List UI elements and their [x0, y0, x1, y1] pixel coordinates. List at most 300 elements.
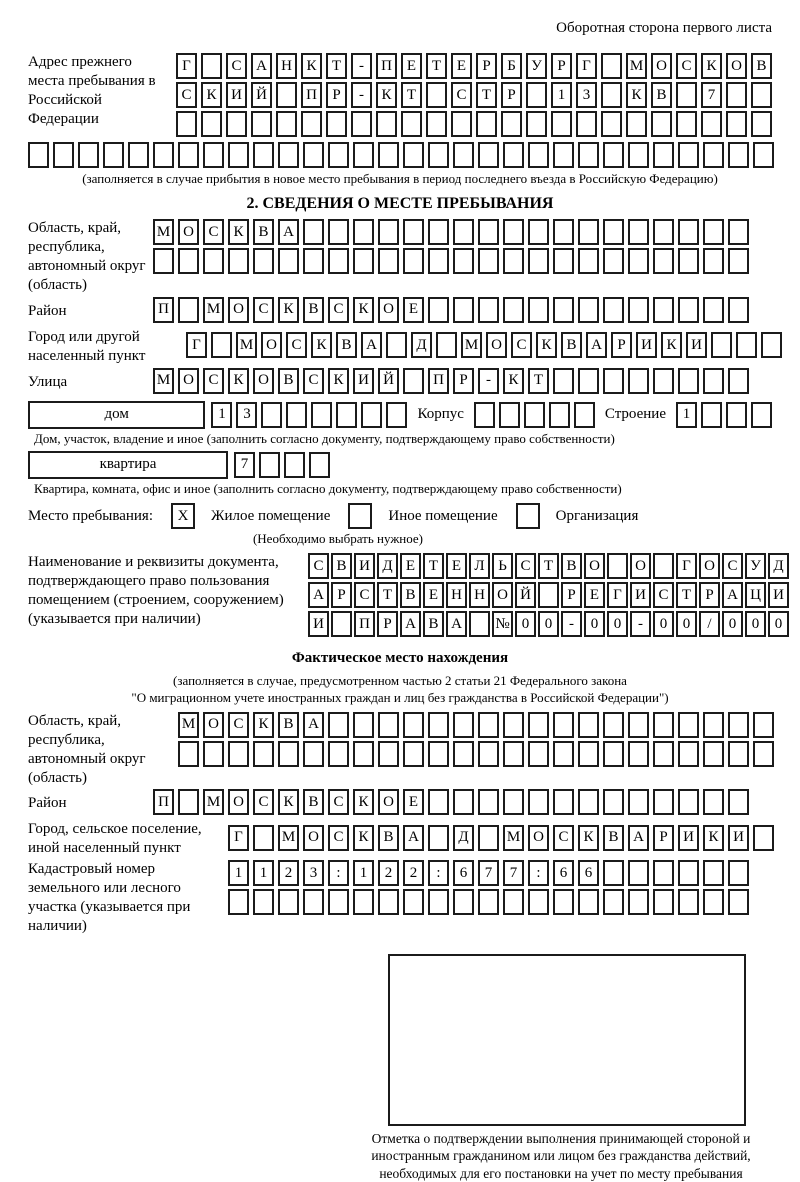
char-cell[interactable]: О	[630, 553, 651, 579]
char-cell[interactable]: М	[178, 712, 199, 738]
char-cell[interactable]	[503, 789, 524, 815]
char-cell[interactable]	[311, 402, 332, 428]
char-cell[interactable]	[653, 142, 674, 168]
char-cell[interactable]: Л	[469, 553, 490, 579]
char-cell[interactable]	[331, 611, 352, 637]
char-cell[interactable]	[576, 111, 597, 137]
char-cell[interactable]: Т	[528, 368, 549, 394]
char-cell[interactable]: К	[301, 53, 322, 79]
char-cell[interactable]: В	[423, 611, 444, 637]
char-cell[interactable]: -	[630, 611, 651, 637]
char-cell[interactable]	[386, 332, 407, 358]
char-cell[interactable]: -	[478, 368, 499, 394]
char-cell[interactable]	[524, 402, 545, 428]
char-cell[interactable]	[453, 889, 474, 915]
char-cell[interactable]: К	[578, 825, 599, 851]
char-cell[interactable]	[428, 825, 449, 851]
char-cell[interactable]: К	[228, 368, 249, 394]
char-cell[interactable]	[701, 111, 722, 137]
char-cell[interactable]: С	[226, 53, 247, 79]
char-cell[interactable]	[278, 889, 299, 915]
char-cell[interactable]	[728, 219, 749, 245]
char-cell[interactable]: :	[528, 860, 549, 886]
char-cell[interactable]	[403, 741, 424, 767]
char-cell[interactable]	[678, 142, 699, 168]
char-cell[interactable]	[301, 111, 322, 137]
char-cell[interactable]	[578, 142, 599, 168]
char-cell[interactable]	[678, 741, 699, 767]
char-cell[interactable]	[453, 741, 474, 767]
char-cell[interactable]: 7	[701, 82, 722, 108]
char-cell[interactable]: В	[303, 789, 324, 815]
char-cell[interactable]	[178, 248, 199, 274]
char-cell[interactable]	[728, 712, 749, 738]
char-cell[interactable]	[211, 332, 232, 358]
char-cell[interactable]: Р	[476, 53, 497, 79]
char-cell[interactable]: Г	[186, 332, 207, 358]
char-cell[interactable]: О	[261, 332, 282, 358]
char-cell[interactable]	[228, 248, 249, 274]
char-cell[interactable]	[628, 712, 649, 738]
char-cell[interactable]	[303, 741, 324, 767]
char-cell[interactable]: №	[492, 611, 513, 637]
char-cell[interactable]	[603, 712, 624, 738]
char-cell[interactable]	[128, 142, 149, 168]
char-cell[interactable]	[253, 741, 274, 767]
char-cell[interactable]	[503, 741, 524, 767]
char-cell[interactable]	[353, 142, 374, 168]
char-cell[interactable]: Е	[584, 582, 605, 608]
char-cell[interactable]: Т	[401, 82, 422, 108]
char-cell[interactable]	[428, 712, 449, 738]
char-cell[interactable]	[226, 111, 247, 137]
char-cell[interactable]: 6	[453, 860, 474, 886]
char-cell[interactable]: Р	[377, 611, 398, 637]
char-cell[interactable]	[516, 503, 540, 529]
char-cell[interactable]: О	[492, 582, 513, 608]
char-cell[interactable]: 1	[253, 860, 274, 886]
char-cell[interactable]	[478, 248, 499, 274]
char-cell[interactable]: О	[584, 553, 605, 579]
char-cell[interactable]	[328, 889, 349, 915]
char-cell[interactable]: П	[153, 789, 174, 815]
char-cell[interactable]: В	[561, 332, 582, 358]
char-cell[interactable]: 0	[745, 611, 766, 637]
char-cell[interactable]: Р	[699, 582, 720, 608]
char-cell[interactable]	[603, 889, 624, 915]
char-cell[interactable]	[201, 111, 222, 137]
char-cell[interactable]: Г	[228, 825, 249, 851]
char-cell[interactable]: Д	[768, 553, 789, 579]
char-cell[interactable]: 0	[676, 611, 697, 637]
char-cell[interactable]	[478, 219, 499, 245]
char-cell[interactable]	[553, 219, 574, 245]
char-cell[interactable]	[428, 142, 449, 168]
char-cell[interactable]: Ь	[492, 553, 513, 579]
char-cell[interactable]: 3	[576, 82, 597, 108]
char-cell[interactable]	[676, 111, 697, 137]
char-cell[interactable]	[628, 741, 649, 767]
char-cell[interactable]	[628, 860, 649, 886]
char-cell[interactable]: С	[228, 712, 249, 738]
char-cell[interactable]	[501, 111, 522, 137]
char-cell[interactable]: К	[703, 825, 724, 851]
char-cell[interactable]: М	[461, 332, 482, 358]
char-cell[interactable]	[678, 860, 699, 886]
char-cell[interactable]: С	[176, 82, 197, 108]
char-cell[interactable]: 7	[234, 452, 255, 478]
char-cell[interactable]	[653, 219, 674, 245]
char-cell[interactable]: О	[203, 712, 224, 738]
char-cell[interactable]	[726, 82, 747, 108]
char-cell[interactable]	[601, 82, 622, 108]
char-cell[interactable]: С	[203, 368, 224, 394]
char-cell[interactable]: А	[586, 332, 607, 358]
char-cell[interactable]: С	[676, 53, 697, 79]
char-cell[interactable]: Г	[576, 53, 597, 79]
char-cell[interactable]: О	[303, 825, 324, 851]
char-cell[interactable]	[703, 860, 724, 886]
char-cell[interactable]	[753, 712, 774, 738]
char-cell[interactable]: О	[486, 332, 507, 358]
char-cell[interactable]: С	[203, 219, 224, 245]
char-cell[interactable]: 3	[303, 860, 324, 886]
char-cell[interactable]: К	[353, 789, 374, 815]
char-cell[interactable]	[478, 142, 499, 168]
char-cell[interactable]	[428, 889, 449, 915]
char-cell[interactable]	[303, 248, 324, 274]
char-cell[interactable]	[309, 452, 330, 478]
char-cell[interactable]	[203, 142, 224, 168]
char-cell[interactable]	[601, 111, 622, 137]
char-cell[interactable]	[628, 889, 649, 915]
char-cell[interactable]	[178, 789, 199, 815]
char-cell[interactable]	[428, 741, 449, 767]
char-cell[interactable]: Р	[331, 582, 352, 608]
char-cell[interactable]	[378, 142, 399, 168]
char-cell[interactable]	[626, 111, 647, 137]
char-cell[interactable]	[403, 142, 424, 168]
char-cell[interactable]: О	[726, 53, 747, 79]
char-cell[interactable]: Г	[676, 553, 697, 579]
char-cell[interactable]	[428, 219, 449, 245]
char-cell[interactable]: Й	[251, 82, 272, 108]
char-cell[interactable]	[603, 297, 624, 323]
char-cell[interactable]: 0	[607, 611, 628, 637]
char-cell[interactable]: К	[278, 297, 299, 323]
char-cell[interactable]	[153, 142, 174, 168]
char-cell[interactable]	[607, 553, 628, 579]
char-cell[interactable]	[176, 111, 197, 137]
char-cell[interactable]	[528, 712, 549, 738]
char-cell[interactable]: И	[686, 332, 707, 358]
char-cell[interactable]: :	[328, 860, 349, 886]
char-cell[interactable]	[478, 789, 499, 815]
char-cell[interactable]: П	[354, 611, 375, 637]
char-cell[interactable]: К	[311, 332, 332, 358]
char-cell[interactable]	[526, 111, 547, 137]
char-cell[interactable]	[426, 111, 447, 137]
char-cell[interactable]: И	[768, 582, 789, 608]
char-cell[interactable]: :	[428, 860, 449, 886]
char-cell[interactable]	[178, 741, 199, 767]
char-cell[interactable]: 2	[378, 860, 399, 886]
char-cell[interactable]	[351, 111, 372, 137]
char-cell[interactable]	[628, 142, 649, 168]
char-cell[interactable]: Б	[501, 53, 522, 79]
char-cell[interactable]: Е	[423, 582, 444, 608]
char-cell[interactable]: К	[626, 82, 647, 108]
char-cell[interactable]	[503, 248, 524, 274]
char-cell[interactable]	[303, 219, 324, 245]
char-cell[interactable]	[678, 712, 699, 738]
char-cell[interactable]	[703, 889, 724, 915]
char-cell[interactable]	[728, 368, 749, 394]
char-cell[interactable]	[528, 248, 549, 274]
char-cell[interactable]	[453, 219, 474, 245]
char-cell[interactable]: П	[301, 82, 322, 108]
char-cell[interactable]: П	[376, 53, 397, 79]
char-cell[interactable]: Е	[451, 53, 472, 79]
char-cell[interactable]: К	[278, 789, 299, 815]
char-cell[interactable]	[578, 248, 599, 274]
char-cell[interactable]: К	[328, 368, 349, 394]
char-cell[interactable]	[284, 452, 305, 478]
char-cell[interactable]: Р	[653, 825, 674, 851]
char-cell[interactable]: Н	[446, 582, 467, 608]
char-cell[interactable]	[28, 142, 49, 168]
char-cell[interactable]: О	[228, 297, 249, 323]
char-cell[interactable]	[348, 503, 372, 529]
char-cell[interactable]: П	[153, 297, 174, 323]
char-cell[interactable]: С	[328, 825, 349, 851]
char-cell[interactable]	[578, 368, 599, 394]
char-cell[interactable]	[653, 712, 674, 738]
char-cell[interactable]: К	[376, 82, 397, 108]
char-cell[interactable]	[603, 741, 624, 767]
char-cell[interactable]: У	[745, 553, 766, 579]
char-cell[interactable]	[253, 142, 274, 168]
char-cell[interactable]: К	[701, 53, 722, 79]
char-cell[interactable]	[203, 248, 224, 274]
char-cell[interactable]: И	[636, 332, 657, 358]
char-cell[interactable]	[678, 248, 699, 274]
char-cell[interactable]	[503, 219, 524, 245]
char-cell[interactable]: М	[203, 297, 224, 323]
char-cell[interactable]: Д	[411, 332, 432, 358]
char-cell[interactable]	[678, 219, 699, 245]
char-cell[interactable]	[478, 889, 499, 915]
char-cell[interactable]: Т	[676, 582, 697, 608]
char-cell[interactable]	[326, 111, 347, 137]
char-cell[interactable]: А	[628, 825, 649, 851]
char-cell[interactable]	[703, 712, 724, 738]
char-cell[interactable]: В	[278, 368, 299, 394]
char-cell[interactable]: С	[515, 553, 536, 579]
char-cell[interactable]	[678, 368, 699, 394]
char-cell[interactable]	[286, 402, 307, 428]
char-cell[interactable]	[378, 889, 399, 915]
char-cell[interactable]	[203, 741, 224, 767]
char-cell[interactable]: Т	[476, 82, 497, 108]
char-cell[interactable]: А	[303, 712, 324, 738]
char-cell[interactable]	[378, 219, 399, 245]
char-cell[interactable]	[553, 889, 574, 915]
char-cell[interactable]	[53, 142, 74, 168]
char-cell[interactable]: О	[528, 825, 549, 851]
char-cell[interactable]: К	[201, 82, 222, 108]
char-cell[interactable]	[603, 219, 624, 245]
char-cell[interactable]	[253, 248, 274, 274]
char-cell[interactable]	[703, 248, 724, 274]
char-cell[interactable]	[78, 142, 99, 168]
char-cell[interactable]	[261, 402, 282, 428]
char-cell[interactable]	[701, 402, 722, 428]
char-cell[interactable]: Р	[551, 53, 572, 79]
char-cell[interactable]: С	[354, 582, 375, 608]
char-cell[interactable]: -	[351, 82, 372, 108]
char-cell[interactable]: Т	[423, 553, 444, 579]
char-cell[interactable]	[478, 297, 499, 323]
char-cell[interactable]: 6	[553, 860, 574, 886]
char-cell[interactable]: Д	[453, 825, 474, 851]
char-cell[interactable]	[428, 789, 449, 815]
char-cell[interactable]	[728, 297, 749, 323]
char-cell[interactable]	[653, 553, 674, 579]
char-cell[interactable]: С	[328, 297, 349, 323]
char-cell[interactable]	[353, 248, 374, 274]
char-cell[interactable]	[328, 142, 349, 168]
char-cell[interactable]	[753, 741, 774, 767]
char-cell[interactable]	[528, 219, 549, 245]
char-cell[interactable]: А	[308, 582, 329, 608]
char-cell[interactable]: 1	[228, 860, 249, 886]
char-cell[interactable]: 2	[403, 860, 424, 886]
char-cell[interactable]	[503, 889, 524, 915]
char-cell[interactable]	[578, 789, 599, 815]
char-cell[interactable]: А	[403, 825, 424, 851]
char-cell[interactable]: П	[428, 368, 449, 394]
char-cell[interactable]	[153, 248, 174, 274]
char-cell[interactable]	[276, 82, 297, 108]
char-cell[interactable]: О	[378, 789, 399, 815]
char-cell[interactable]	[553, 789, 574, 815]
char-cell[interactable]: Е	[400, 553, 421, 579]
char-cell[interactable]	[751, 402, 772, 428]
char-cell[interactable]	[403, 248, 424, 274]
char-cell[interactable]: М	[153, 368, 174, 394]
char-cell[interactable]: В	[378, 825, 399, 851]
char-cell[interactable]	[278, 142, 299, 168]
char-cell[interactable]	[728, 889, 749, 915]
char-cell[interactable]	[503, 142, 524, 168]
char-cell[interactable]	[353, 741, 374, 767]
char-cell[interactable]: С	[308, 553, 329, 579]
char-cell[interactable]: И	[728, 825, 749, 851]
char-cell[interactable]: А	[722, 582, 743, 608]
char-cell[interactable]: О	[228, 789, 249, 815]
char-cell[interactable]: К	[253, 712, 274, 738]
char-cell[interactable]	[703, 219, 724, 245]
char-cell[interactable]	[378, 741, 399, 767]
char-cell[interactable]	[711, 332, 732, 358]
char-cell[interactable]	[678, 297, 699, 323]
char-cell[interactable]: С	[286, 332, 307, 358]
char-cell[interactable]	[603, 248, 624, 274]
char-cell[interactable]	[578, 297, 599, 323]
char-cell[interactable]: 0	[768, 611, 789, 637]
char-cell[interactable]: В	[331, 553, 352, 579]
char-cell[interactable]	[653, 248, 674, 274]
char-cell[interactable]: И	[354, 553, 375, 579]
char-cell[interactable]: М	[153, 219, 174, 245]
char-cell[interactable]	[386, 402, 407, 428]
char-cell[interactable]	[628, 248, 649, 274]
char-cell[interactable]: Е	[403, 297, 424, 323]
char-cell[interactable]	[603, 789, 624, 815]
char-cell[interactable]: У	[526, 53, 547, 79]
char-cell[interactable]	[603, 860, 624, 886]
char-cell[interactable]	[278, 741, 299, 767]
char-cell[interactable]: К	[353, 297, 374, 323]
char-cell[interactable]: В	[253, 219, 274, 245]
char-cell[interactable]	[553, 741, 574, 767]
char-cell[interactable]	[478, 741, 499, 767]
char-cell[interactable]: К	[228, 219, 249, 245]
char-cell[interactable]: К	[536, 332, 557, 358]
char-cell[interactable]	[736, 332, 757, 358]
char-cell[interactable]	[549, 402, 570, 428]
char-cell[interactable]	[753, 142, 774, 168]
char-cell[interactable]: 1	[676, 402, 697, 428]
char-cell[interactable]: 1	[551, 82, 572, 108]
char-cell[interactable]	[553, 248, 574, 274]
char-cell[interactable]: Й	[515, 582, 536, 608]
char-cell[interactable]: 1	[353, 860, 374, 886]
char-cell[interactable]: Т	[538, 553, 559, 579]
char-cell[interactable]	[678, 789, 699, 815]
char-cell[interactable]	[478, 825, 499, 851]
char-cell[interactable]: 0	[584, 611, 605, 637]
char-cell[interactable]: К	[353, 825, 374, 851]
char-cell[interactable]	[528, 741, 549, 767]
char-cell[interactable]: Е	[446, 553, 467, 579]
char-cell[interactable]	[378, 248, 399, 274]
char-cell[interactable]	[328, 219, 349, 245]
char-cell[interactable]	[178, 142, 199, 168]
char-cell[interactable]	[628, 368, 649, 394]
char-cell[interactable]: /	[699, 611, 720, 637]
char-cell[interactable]: С	[722, 553, 743, 579]
char-cell[interactable]: О	[378, 297, 399, 323]
char-cell[interactable]: В	[278, 712, 299, 738]
char-cell[interactable]	[578, 219, 599, 245]
char-cell[interactable]: В	[561, 553, 582, 579]
char-cell[interactable]	[353, 712, 374, 738]
char-cell[interactable]	[303, 142, 324, 168]
char-cell[interactable]	[726, 402, 747, 428]
char-cell[interactable]: С	[328, 789, 349, 815]
char-cell[interactable]	[574, 402, 595, 428]
char-cell[interactable]	[259, 452, 280, 478]
char-cell[interactable]	[503, 712, 524, 738]
char-cell[interactable]: 2	[278, 860, 299, 886]
char-cell[interactable]: И	[308, 611, 329, 637]
char-cell[interactable]	[728, 142, 749, 168]
char-cell[interactable]	[403, 889, 424, 915]
char-cell[interactable]: Н	[276, 53, 297, 79]
char-cell[interactable]: С	[303, 368, 324, 394]
